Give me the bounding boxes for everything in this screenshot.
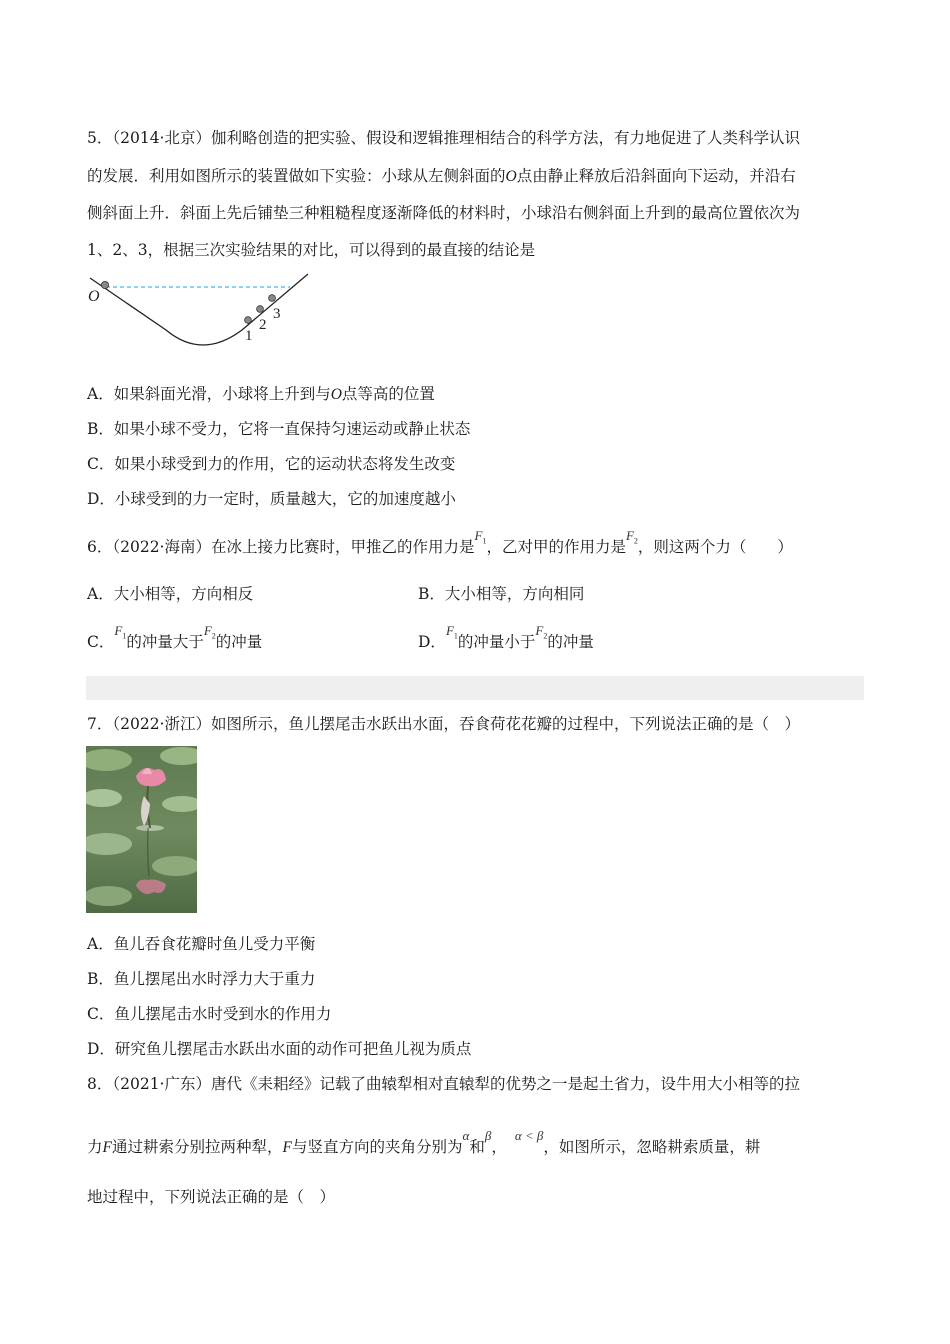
label-3: 3 (273, 306, 281, 322)
q8-line-2c: 与竖直方向的夹角分别为 (291, 1138, 463, 1156)
q5-option-a-symbol: O (330, 386, 342, 403)
q8-and: 和 (469, 1138, 485, 1156)
q5-option-a-pre: A．如果斜面光滑，小球将上升到与 (87, 385, 331, 403)
q8-beta: β (484, 1128, 492, 1143)
q6-f1-symbol (474, 528, 487, 546)
q5-incline-figure (84, 268, 316, 358)
q6-stem-post: ，则这两个力（ ） (637, 538, 793, 556)
q6-f2-symbol (625, 528, 638, 546)
subscript-1: 1 (122, 631, 127, 641)
q8-force-f: F (102, 1139, 112, 1156)
q7-fish-lotus-photo (86, 746, 197, 913)
q6-option-c-mid: 的冲量大于 (126, 633, 204, 651)
ball-position-2 (257, 306, 264, 313)
subscript-1: 1 (482, 536, 487, 546)
f-letter: F (535, 623, 544, 638)
q5-line-2 (87, 166, 796, 187)
subscript-2: 2 (633, 536, 638, 546)
ball-at-o (101, 281, 108, 288)
q5-option-a (87, 384, 435, 405)
q6-option-c-post: 的冲量 (215, 633, 263, 651)
q5-option-b: B．如果小球不受力，它将一直保持匀速运动或静止状态 (87, 420, 471, 438)
q5-point-o: O (505, 168, 517, 185)
label-o: O (88, 288, 100, 305)
q6-option-d-letter: D． (418, 633, 446, 651)
q6-option-d-mid: 的冲量小于 (457, 633, 536, 651)
q6-option-d (418, 623, 594, 659)
q5-line-1: 5．（2014·北京）伽利略创造的把实验、假设和逻辑推理相结合的科学方法，有力地促进了人类科学认识 (87, 129, 800, 147)
q5-option-d: D．小球受到的力一定时，质量越大，它的加速度越小 (87, 490, 456, 508)
q6-option-c (87, 623, 263, 659)
f-letter: F (474, 528, 483, 543)
label-2: 2 (259, 317, 267, 333)
subscript-1: 1 (453, 631, 458, 641)
q8-alpha: α (462, 1128, 470, 1143)
ball-position-3 (269, 295, 276, 302)
q8-comma: ， (491, 1138, 507, 1156)
q7-option-a: A．鱼儿吞食花瓣时鱼儿受力平衡 (87, 935, 316, 953)
q5-line-2b: 点由静止释放后沿斜面向下运动，并沿右 (516, 167, 796, 185)
q5-line-3: 侧斜面上升．斜面上先后铺垫三种粗糙程度逐渐降低的材料时，小球沿右侧斜面上升到的最高位置依次为 (87, 204, 801, 222)
q8-line-1: 8．（2021·广东）唐代《耒耜经》记载了曲辕犁相对直辕犁的优势之一是起土省力，设牛用大小相等的拉 (87, 1075, 800, 1093)
q8-inequality: α < β (514, 1128, 544, 1143)
f-letter: F (445, 623, 454, 638)
q6-option-d-post: 的冲量 (547, 633, 594, 651)
label-1: 1 (245, 328, 253, 344)
q6-option-d-f2 (535, 623, 548, 641)
q8-force-f-2: F (282, 1139, 292, 1156)
q6-stem-pre: 6．（2022·海南）在冰上接力比赛时，甲推乙的作用力是 (87, 538, 475, 556)
f-letter: F (625, 528, 634, 543)
q7-option-d: D．研究鱼儿摆尾击水跃出水面的动作可把鱼儿视为质点 (87, 1040, 472, 1058)
q8-line-2d: ，如图所示，忽略耕索质量，耕 (543, 1138, 761, 1156)
q7-option-c: C．鱼儿摆尾击水时受到水的作用力 (87, 1005, 332, 1023)
q6-option-c-f1 (114, 623, 127, 641)
section-divider-band (86, 676, 864, 700)
q8-line-2a: 力 (87, 1138, 103, 1156)
subscript-2: 2 (211, 631, 216, 641)
f-letter: F (203, 623, 212, 638)
q5-option-c: C．如果小球受到力的作用，它的运动状态将发生改变 (87, 455, 456, 473)
q7-stem: 7．（2022·浙江）如图所示，鱼儿摆尾击水跃出水面，吞食荷花花瓣的过程中，下列说法正确的是（ ） (87, 715, 800, 733)
q6-stem (87, 528, 793, 564)
q5-line-4: 1、2、3，根据三次实验结果的对比，可以得到的最直接的结论是 (87, 241, 536, 259)
q6-option-b: B．大小相等，方向相同 (418, 585, 585, 603)
q7-option-b: B．鱼儿摆尾出水时浮力大于重力 (87, 970, 316, 988)
q8-line-2b: 通过耕索分别拉两种犁， (111, 1138, 283, 1156)
q6-option-c-f2 (203, 623, 216, 641)
ball-position-1 (245, 317, 252, 324)
q5-line-2a: 的发展．利用如图所示的装置做如下实验：小球从左侧斜面的 (87, 167, 506, 185)
q6-option-d-f1 (445, 623, 458, 641)
q6-option-c-letter: C． (87, 633, 115, 651)
q6-option-a: A．大小相等，方向相反 (87, 585, 254, 603)
q8-line-3: 地过程中，下列说法正确的是（ ） (87, 1188, 336, 1206)
subscript-2: 2 (543, 631, 548, 641)
q6-stem-mid: ，乙对甲的作用力是 (486, 538, 626, 556)
q5-option-a-post: 点等高的位置 (341, 385, 435, 403)
f-letter: F (114, 623, 123, 638)
